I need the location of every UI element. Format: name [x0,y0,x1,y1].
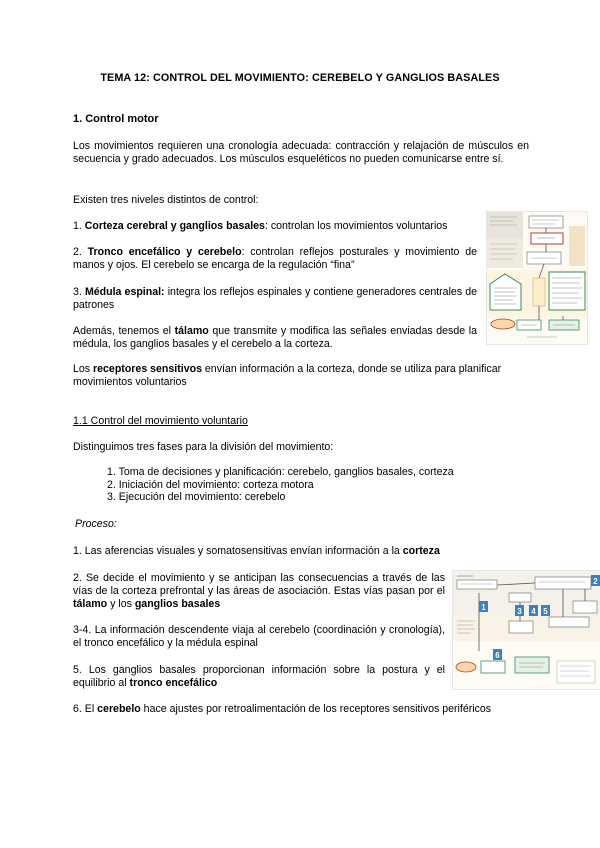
motor-control-levels-svg [487,212,587,344]
phase-item: 1. Toma de decisiones y planificación: cerebelo, ganglios basales, corteza [107,466,454,478]
step-1 [73,545,533,558]
step-6 [73,703,543,716]
receptores-pre: Los [73,363,94,375]
level-3 [73,286,477,312]
step-6-bold: cerebelo [97,703,141,715]
badge-1: 1 [481,603,486,612]
step-5-bold: tronco encefálico [129,677,218,690]
receptores-bold: receptores sensitivos [93,363,202,375]
phases-list [107,466,454,504]
step-1-bold: corteza [402,545,440,557]
level-3-rest: integra los reflejos espinales y contiene generadores centrales de patrones [73,286,478,312]
step-2-pre: 2. Se decide el movimiento y se anticipan las consecuencias a través de las vías de la corteza prefrontal y las áreas de asociación. Estas vías pasan por el [73,572,445,598]
step-1-pre: 1. Las aferencias visuales y somatosensitivas envían información a la [73,545,403,557]
section-heading-control-motor: 1. Control motor [73,113,159,125]
level-2-bold: Tronco encefálico y cerebelo [87,246,242,258]
phase-item: 3. Ejecución del movimiento: cerebelo [107,491,286,504]
talamo-bold: tálamo [174,325,209,337]
step-3-4-text: 3-4. La información descendente viaja al cerebelo (coordinación y cronología), el tronco encefálico y la médula espinal [73,624,445,650]
talamo-rest: que transmite y modifica las señales enviadas desde la médula, los ganglios basales y el cerebelo a la corteza. [73,325,478,351]
phase-item: 2. Iniciación del movimiento: corteza motora [107,478,314,491]
talamo-paragraph [73,325,477,351]
phases-intro [73,441,333,454]
document-title: TEMA 12: CONTROL DEL MOVIMIENTO: CEREBELO Y GANGLIOS BASALES [100,72,500,84]
level-2-rest: : controlan reflejos posturales y movimiento de manos y ojos. El cerebelo se encarga de la regulación “fina” [73,246,477,272]
badge-5: 5 [543,607,548,616]
intro-text: Los movimientos requieren una cronología adecuada: contracción y relajación de músculos en secuencia y grado adecuados. Los músculos esqueléticos no pueden comunicarse entre sí. [73,140,529,166]
voluntary-movement-svg [453,571,600,689]
level-1 [73,220,477,233]
badge-3: 3 [517,607,522,616]
step-6-rest: hace ajustes por retroalimentación de los receptores sensitivos periféricos [140,703,492,715]
level-1-bold: Corteza cerebral y ganglios basales [84,220,265,232]
intro-paragraph [73,140,529,166]
level-1-number: 1. [73,220,85,232]
receptores-rest: envían información a la corteza, donde se utiliza para planificar movimientos voluntarios [73,363,502,389]
step-2-bold-ganglios: ganglios basales [134,598,221,611]
badge-4: 4 [531,607,536,616]
step-2-mid: y los [107,598,135,611]
proceso-label: Proceso: [75,518,117,530]
level-2-number: 2. [73,246,88,258]
subsection-heading-voluntario: 1.1 Control del movimiento voluntario [73,415,248,427]
level-3-number: 3. [73,286,85,298]
levels-intro [73,194,258,207]
level-3-bold: Médula espinal: [84,286,165,298]
level-1-rest: : controlan los movimientos voluntarios [264,220,448,232]
talamo-pre: Además, tenemos el [73,325,175,337]
badge-2: 2 [593,577,598,586]
step-5-pre: 5. Los ganglios basales proporcionan información sobre la postura y el equilibrio al [73,664,445,690]
step-3-4 [73,624,445,650]
step-6-pre: 6. El [73,703,98,715]
motor-control-levels-diagram [486,211,588,345]
phases-intro-text: Distinguimos tres fases para la división del movimiento: [73,441,334,453]
step-2-bold-talamo: tálamo [73,598,108,611]
level-2 [73,246,477,272]
step-2 [73,572,445,612]
levels-intro-text: Existen tres niveles distintos de control: [73,194,259,206]
voluntary-movement-process-diagram [452,570,600,690]
receptores-paragraph [73,363,529,389]
step-5 [73,664,445,690]
badge-6: 6 [495,651,500,660]
